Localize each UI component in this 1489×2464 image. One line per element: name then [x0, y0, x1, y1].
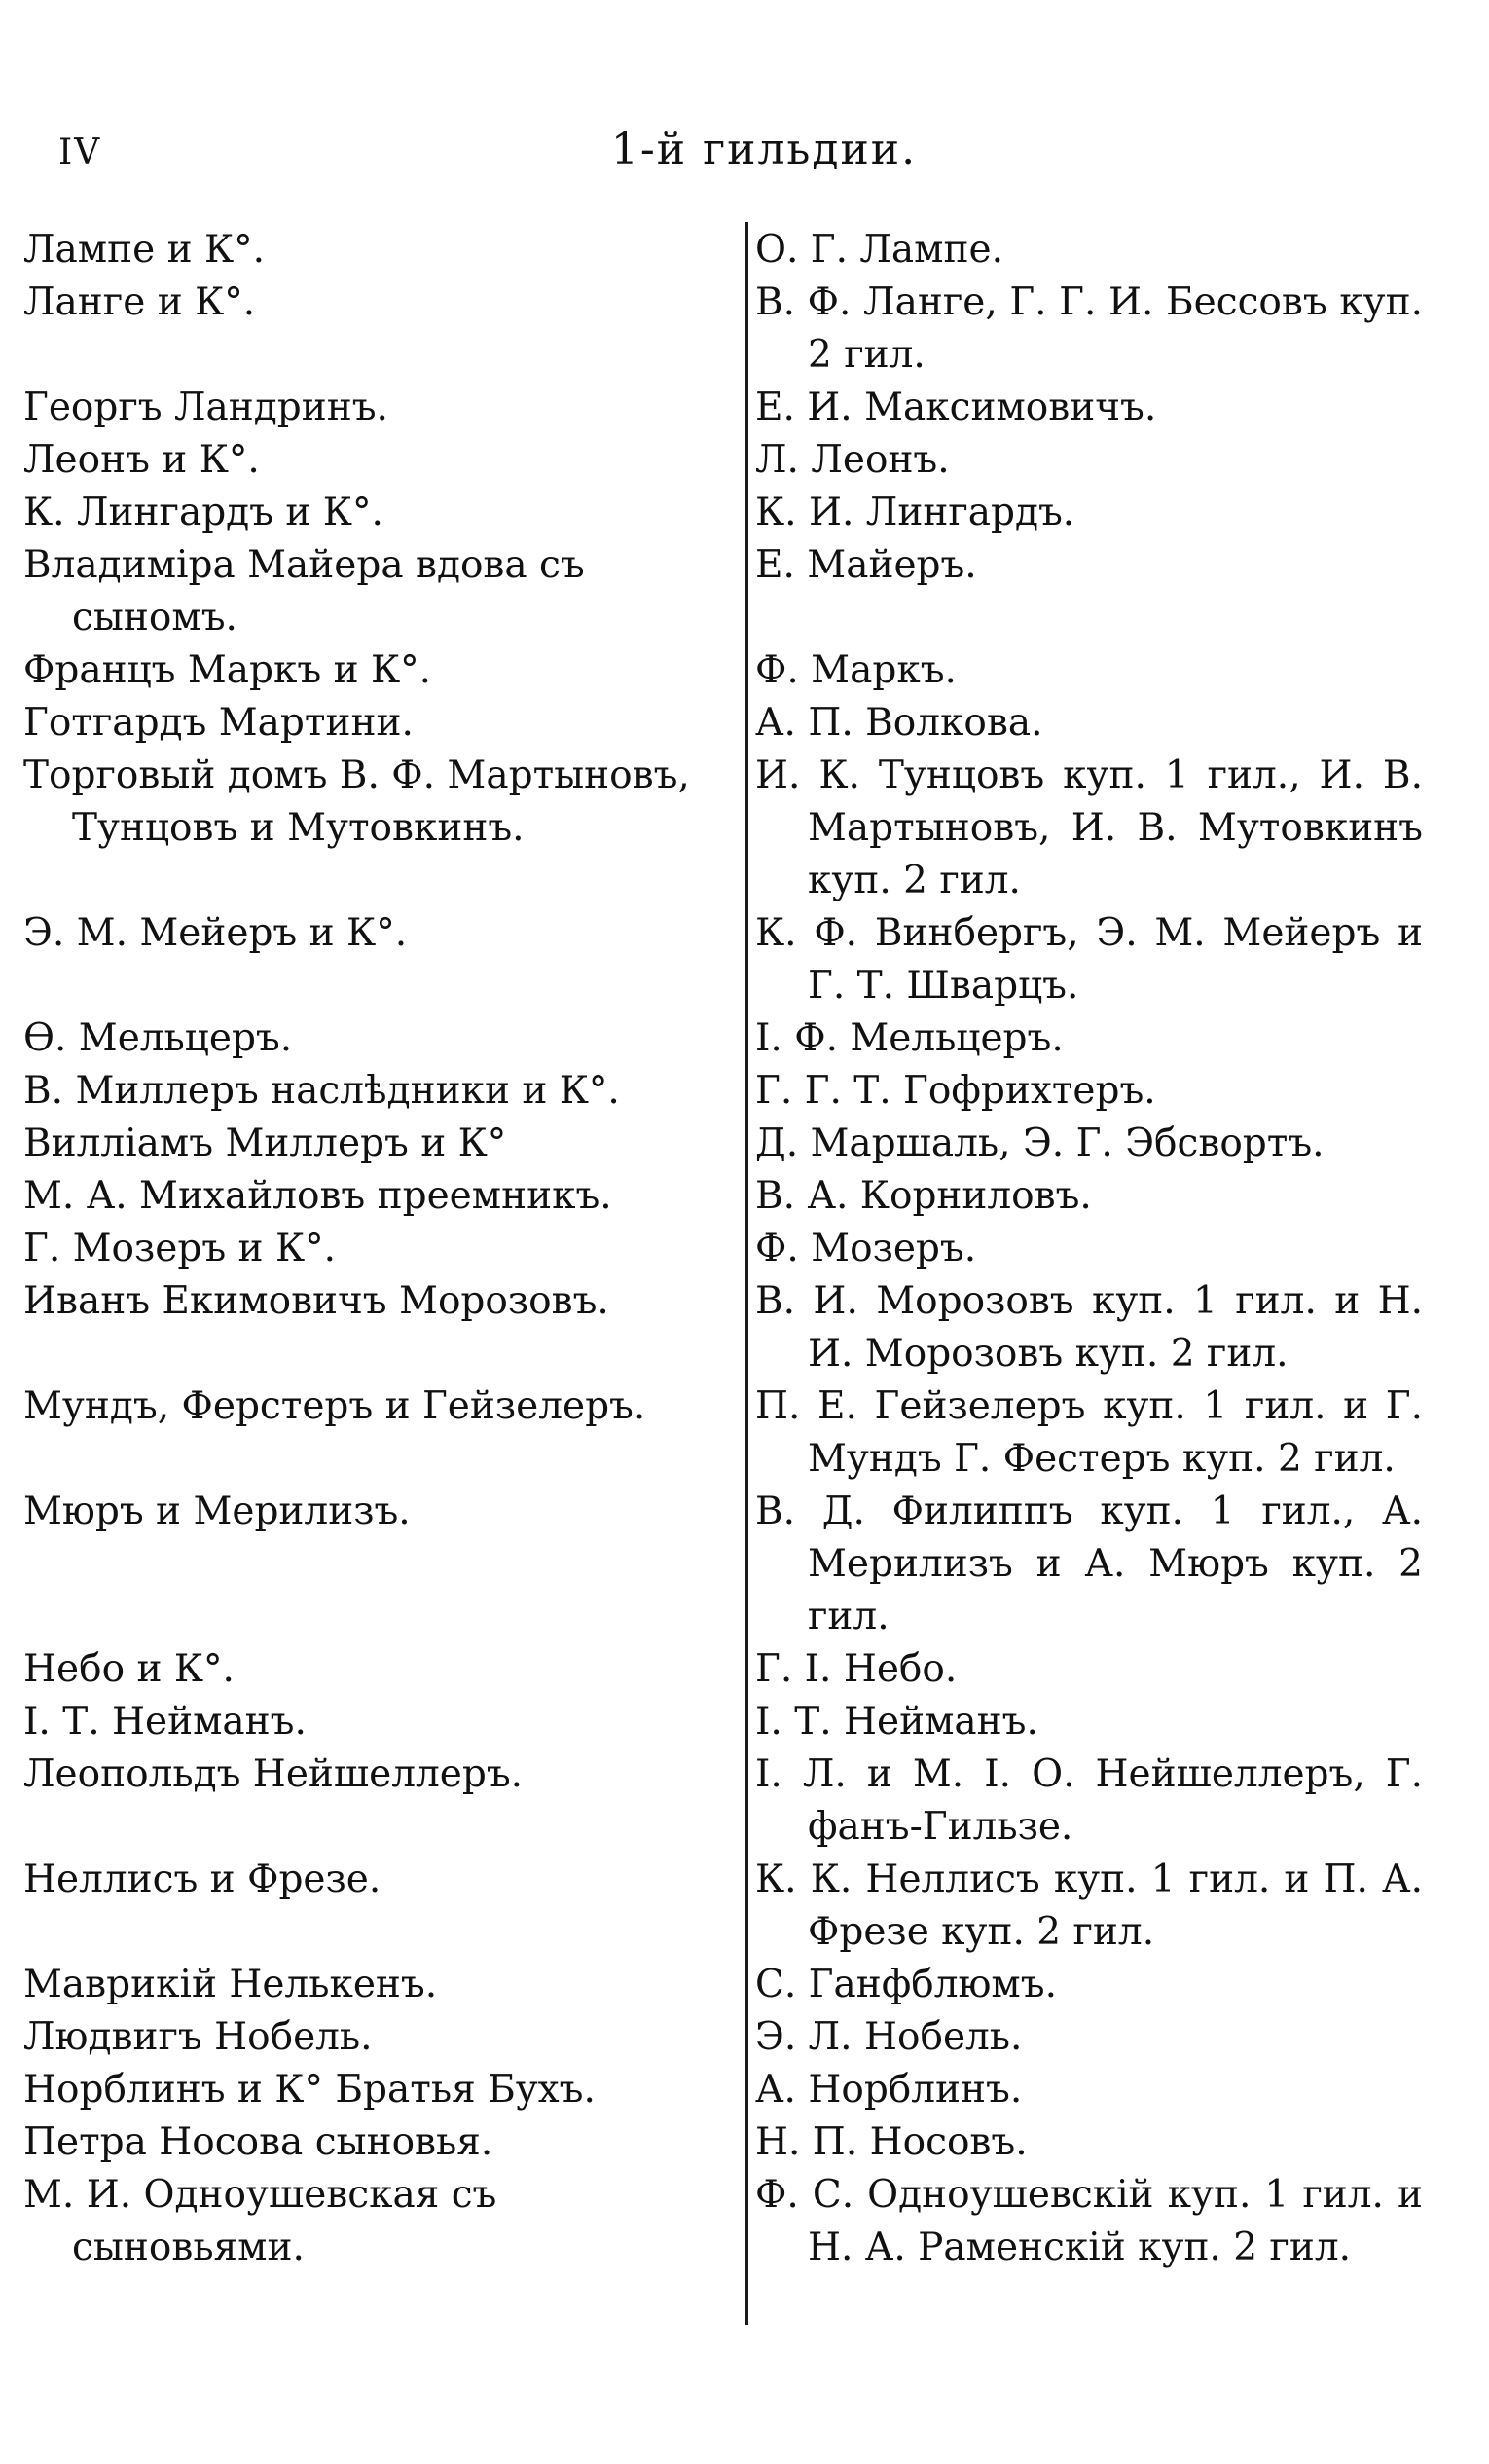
firm-name: Небо и К°.: [23, 1647, 235, 1691]
list-item: [0, 1170, 1489, 1223]
list-item: [0, 750, 1489, 907]
firm-members: И. К. Тунцовъ куп. 1 гил., И. В. Мартыновъ, И. В. Мутовкинъ куп. 2 гил.: [755, 754, 1423, 902]
firm-members: І. Ф. Мельцеръ.: [755, 1016, 1064, 1060]
list-item: [0, 2064, 1489, 2116]
firm-name: Людвигъ Нобель.: [23, 2015, 373, 2059]
firm-name: Неллисъ и Фрезе.: [23, 1857, 381, 1901]
firm-members: І. Т. Нейманъ.: [755, 1700, 1038, 1744]
list-item: [0, 539, 1489, 644]
list-item: [0, 644, 1489, 697]
firm-members: Л. Леонъ.: [755, 438, 950, 482]
firm-members: В. Д. Филиппъ куп. 1 гил., А. Мерилизъ и А. Мюръ куп. 2 гил.: [755, 1489, 1423, 1638]
list-item: [0, 1643, 1489, 1696]
firm-members: К. И. Лингардъ.: [755, 491, 1075, 534]
firm-members: В. Ф. Ланге, Г. Г. И. Бессовъ куп. 2 гил.: [755, 280, 1423, 377]
firm-name: Мюръ и Мерилизъ.: [23, 1489, 411, 1533]
list-item: [0, 907, 1489, 1012]
firm-name: Торговый домъ В. Ф. Мартыновъ, Тунцовъ и Мутовкинъ.: [23, 754, 690, 850]
firm-name: Георгъ Ландринъ.: [23, 386, 388, 429]
firm-name: Ѳ. Мельцеръ.: [23, 1016, 293, 1060]
firm-members: Е. Майеръ.: [755, 543, 977, 587]
firm-name: Петра Носова сыновья.: [23, 2120, 493, 2164]
firm-name: Леопольдъ Нейшеллеръ.: [23, 1752, 524, 1796]
list-item: [0, 1223, 1489, 1275]
firm-name: Иванъ Екимовичъ Морозовъ.: [23, 1279, 609, 1323]
firm-name: Э. М. Мейеръ и К°.: [23, 911, 408, 955]
firm-name: Мундъ, Ферстеръ и Гейзелеръ.: [23, 1384, 646, 1428]
firm-members: А. П. Волкова.: [755, 701, 1043, 745]
list-item: [0, 2011, 1489, 2064]
firm-members: К. К. Неллисъ куп. 1 гил. и П. А. Фрезе куп. 2 гил.: [755, 1857, 1423, 1954]
list-item: [0, 697, 1489, 750]
firm-name: Францъ Маркъ и К°.: [23, 648, 432, 692]
list-item: [0, 434, 1489, 487]
list-item: [0, 487, 1489, 539]
list-item: [0, 1748, 1489, 1854]
list-item: [0, 2116, 1489, 2169]
firm-members: Е. И. Максимовичъ.: [755, 386, 1157, 429]
list-item: [0, 1380, 1489, 1486]
firm-members: Ф. Маркъ.: [755, 648, 957, 692]
list-item: [0, 382, 1489, 434]
firm-members: П. Е. Гейзелеръ куп. 1 гил. и Г. Мундъ Г. Фестеръ куп. 2 гил.: [755, 1384, 1423, 1481]
firm-members: Э. Л. Нобель.: [755, 2015, 1023, 2059]
list-item: [0, 224, 1489, 276]
firm-members: С. Ганфблюмъ.: [755, 1963, 1057, 2006]
list-item: [0, 1696, 1489, 1748]
list-item: [0, 1118, 1489, 1170]
firm-name: К. Лингардъ и К°.: [23, 491, 383, 534]
list-item: [0, 276, 1489, 382]
firm-members: Ф. Мозеръ.: [755, 1227, 977, 1270]
firm-name: Готгардъ Мартини.: [23, 701, 414, 745]
firm-list: [0, 224, 1489, 2274]
firm-members: Г. І. Небо.: [755, 1647, 958, 1691]
firm-members: Ф. С. Одноушевскій куп. 1 гил. и Н. А. Раменскій куп. 2 гил.: [755, 2173, 1423, 2269]
firm-members: В. И. Морозовъ куп. 1 гил. и Н. И. Морозовъ куп. 2 гил.: [755, 1279, 1423, 1376]
firm-name: М. И. Одноушевская съ сыновьями.: [23, 2173, 497, 2269]
firm-name: Ланге и К°.: [23, 280, 256, 324]
firm-name: І. Т. Нейманъ.: [23, 1700, 307, 1744]
page-number: IV: [58, 132, 102, 172]
list-item: [0, 1065, 1489, 1118]
firm-members: Д. Маршаль, Э. Г. Эбсвортъ.: [755, 1122, 1325, 1165]
firm-members: О. Г. Лампе.: [755, 228, 1003, 272]
list-item: [0, 2169, 1489, 2274]
firm-name: Маврикій Нелькенъ.: [23, 1963, 438, 2006]
firm-name: В. Миллеръ наслѣдники и К°.: [23, 1069, 620, 1113]
running-head: 1-й гильдии.: [610, 125, 918, 174]
firm-members: Н. П. Носовъ.: [755, 2120, 1028, 2164]
firm-name: Г. Мозеръ и К°.: [23, 1227, 337, 1270]
list-item: [0, 1959, 1489, 2011]
firm-name: Лампе и К°.: [23, 228, 266, 272]
firm-name: М. А. Михайловъ преемникъ.: [23, 1174, 612, 1218]
firm-members: Г. Г. Т. Гофрихтеръ.: [755, 1069, 1156, 1113]
firm-members: А. Норблинъ.: [755, 2068, 1023, 2112]
list-item: [0, 1854, 1489, 1959]
firm-members: І. Л. и М. І. О. Нейшеллеръ, Г. фанъ-Гильзе.: [755, 1752, 1423, 1849]
list-item: [0, 1012, 1489, 1065]
firm-members: К. Ф. Винбергъ, Э. М. Мейеръ и Г. Т. Шварцъ.: [755, 911, 1423, 1008]
firm-name: Вилліамъ Миллеръ и К°: [23, 1122, 507, 1165]
firm-name: Владиміра Майера вдова съ сыномъ.: [23, 543, 585, 640]
list-item: [0, 1275, 1489, 1380]
firm-name: Норблинъ и К° Братья Бухъ.: [23, 2068, 596, 2112]
firm-name: Леонъ и К°.: [23, 438, 260, 482]
list-item: [0, 1486, 1489, 1643]
firm-members: В. А. Корниловъ.: [755, 1174, 1092, 1218]
